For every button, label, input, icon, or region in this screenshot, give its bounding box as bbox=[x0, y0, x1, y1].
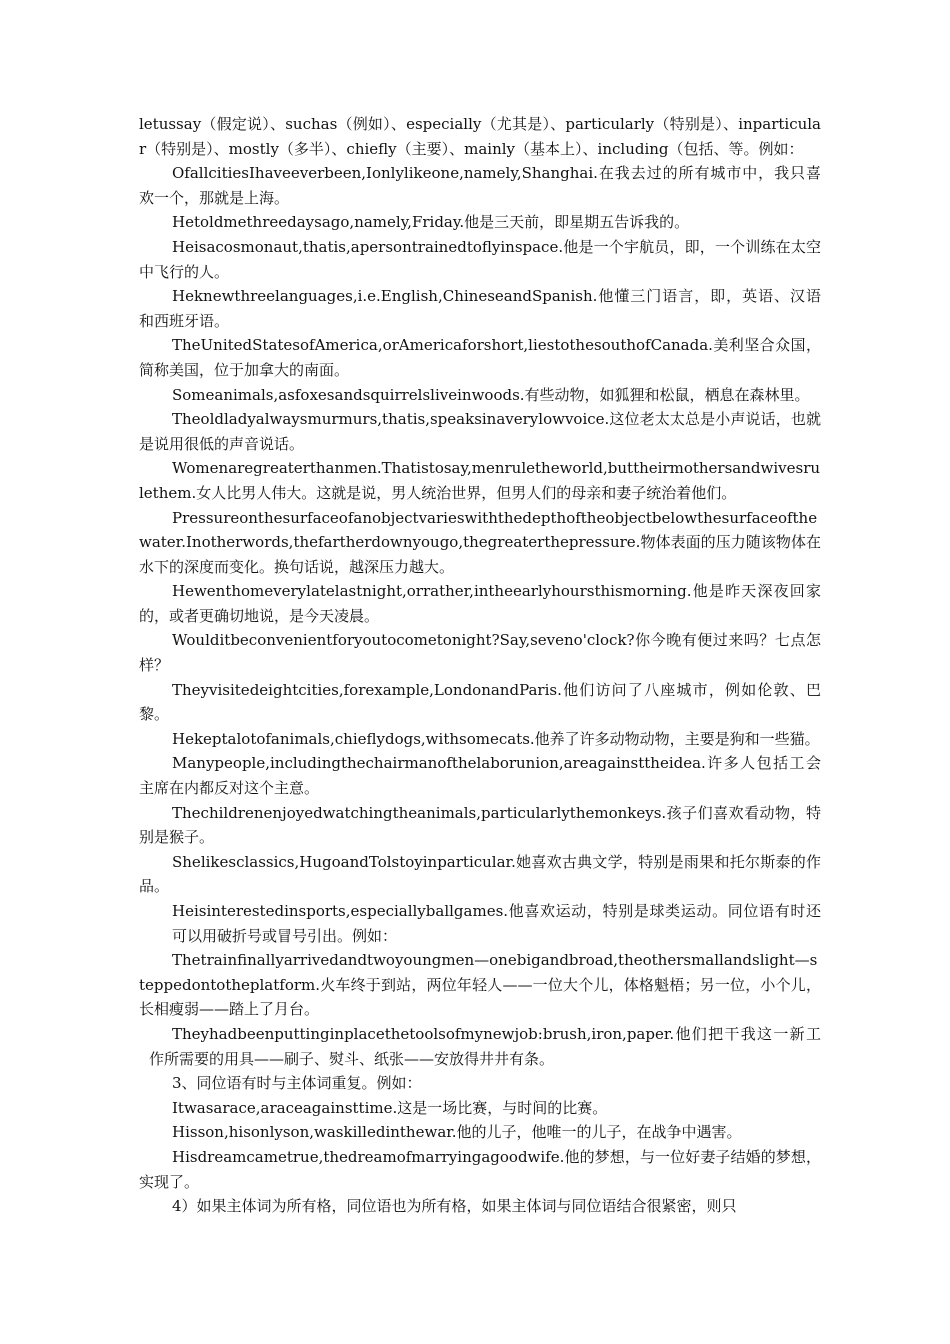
paragraph: letussay（假定说）、suchas（例如）、especially（尤其是）、particularly（特别是）、inparticular（特别是）、mostly（多半）、chiefly（主要）、mainly（基本上）、including（包括、等。例如： bbox=[139, 115, 821, 158]
paragraph: Shelikesclassics,HugoandTolstoyinparticular.她喜欢古典文学，特别是雨果和托尔斯泰的作品。 bbox=[139, 852, 821, 896]
paragraph: Thetrainfinallyarrivedandtwoyoungmen—onebigandbroad,theothersmallandslight—steppedontotheplatform.火车终于到站，两位年轻人——一位大个儿，体格魁梧；另一位，小个儿，长相瘦弱——踏上了月台。 bbox=[139, 951, 821, 1019]
paragraph: Hewenthomeverylatelastnight,orrather,intheearlyhoursthismorning.他是昨天深夜回家的，或者更确切地说，是今天凌晨。 bbox=[139, 582, 821, 625]
paragraph: Pressureonthesurfaceofanobjectvarieswiththedepthoftheobjectbelowthesurfaceofthewater.Inotherwords,thefartherdownyougo,thegreaterthepressure.物体表面的压力随该物体在水下的深度而变化。换句话说，越深压力越大。 bbox=[139, 508, 821, 576]
paragraph: 4）如果主体词为所有格，同位语也为所有格，如果主体词与同位语结合很紧密，则只 bbox=[172, 1197, 737, 1216]
paragraph: Hetoldmethreedaysago,namely,Friday.他是三天前，即星期五告诉我的。 bbox=[172, 213, 690, 232]
paragraph: Woulditbeconvenientforyoutocometonight?Say,seveno'clock?你今晚有便过来吗？七点怎样？ bbox=[139, 631, 821, 675]
paragraph: Hisdreamcametrue,thedreamofmarryingagoodwife.他的梦想，与一位好妻子结婚的梦想，实现了。 bbox=[139, 1147, 821, 1191]
document-body bbox=[139, 112, 821, 1219]
paragraph: Heknewthreelanguages,i.e.English,ChineseandSpanish.他懂三门语言，即，英语、汉语和西班牙语。 bbox=[139, 287, 821, 330]
paragraph: Thechildrenenjoyedwatchingtheanimals,particularlythemonkeys.孩子们喜欢看动物，特别是猴子。 bbox=[139, 803, 821, 847]
paragraph: Heisacosmonaut,thatis,apersontrainedtoflyinspace.他是一个宇航员，即，一个训练在太空中飞行的人。 bbox=[139, 237, 821, 281]
paragraph: 3、同位语有时与主体词重复。例如： bbox=[172, 1074, 422, 1093]
paragraph: Hisson,hisonlyson,waskilledinthewar.他的儿子，他唯一的儿子，在战争中遇害。 bbox=[172, 1123, 742, 1142]
paragraph: OfallcitiesIhaveeverbeen,Ionlylikeone,namely,Shanghai.在我去过的所有城市中，我只喜欢一个，那就是上海。 bbox=[139, 164, 821, 207]
paragraph: Womenaregreaterthanmen.Thatistosay,menruletheworld,buttheirmothersandwivesrulethem.女人比男人伟大。这就是说，男人统治世界，但男人们的母亲和妻子统治着他们。 bbox=[139, 459, 821, 502]
paragraph: Someanimals,asfoxesandsquirrelsliveinwoods.有些动物，如狐狸和松鼠，栖息在森林里。 bbox=[172, 385, 810, 404]
paragraph: Theyvisitedeightcities,forexample,LondonandParis.他们访问了八座城市，例如伦敦、巴黎。 bbox=[139, 680, 821, 724]
paragraph: Hekeptalotofanimals,chieflydogs,withsomecats.他养了许多动物动物，主要是狗和一些猫。 bbox=[172, 729, 820, 748]
paragraph: Heisinterestedinsports,especiallyballgames.他喜欢运动，特别是球类运动。同位语有时还可以用破折号或冒号引出。例如： bbox=[172, 902, 821, 945]
paragraph: Manypeople,includingthechairmanofthelaborunion,areagainsttheidea.许多人包括工会主席在内都反对这个主意。 bbox=[139, 754, 821, 798]
paragraph: Theoldladyalwaysmurmurs,thatis,speaksinaverylowvoice.这位老太太总是小声说话，也就是说用很低的声音说话。 bbox=[139, 410, 821, 453]
paragraph: Theyhadbeenputtinginplacethetoolsofmynewjob:brush,iron,paper.他们把干我这一新工作所需要的用具——刷子、熨斗、纸张——安放得井井有条。 bbox=[149, 1024, 821, 1068]
paragraph: TheUnitedStatesofAmerica,orAmericaforshort,liestothesouthofCanada.美利坚合众国，简称美国，位于加拿大的南面。 bbox=[139, 336, 821, 379]
paragraph: Itwasarace,araceagainsttime.这是一场比赛，与时间的比赛。 bbox=[172, 1098, 608, 1117]
